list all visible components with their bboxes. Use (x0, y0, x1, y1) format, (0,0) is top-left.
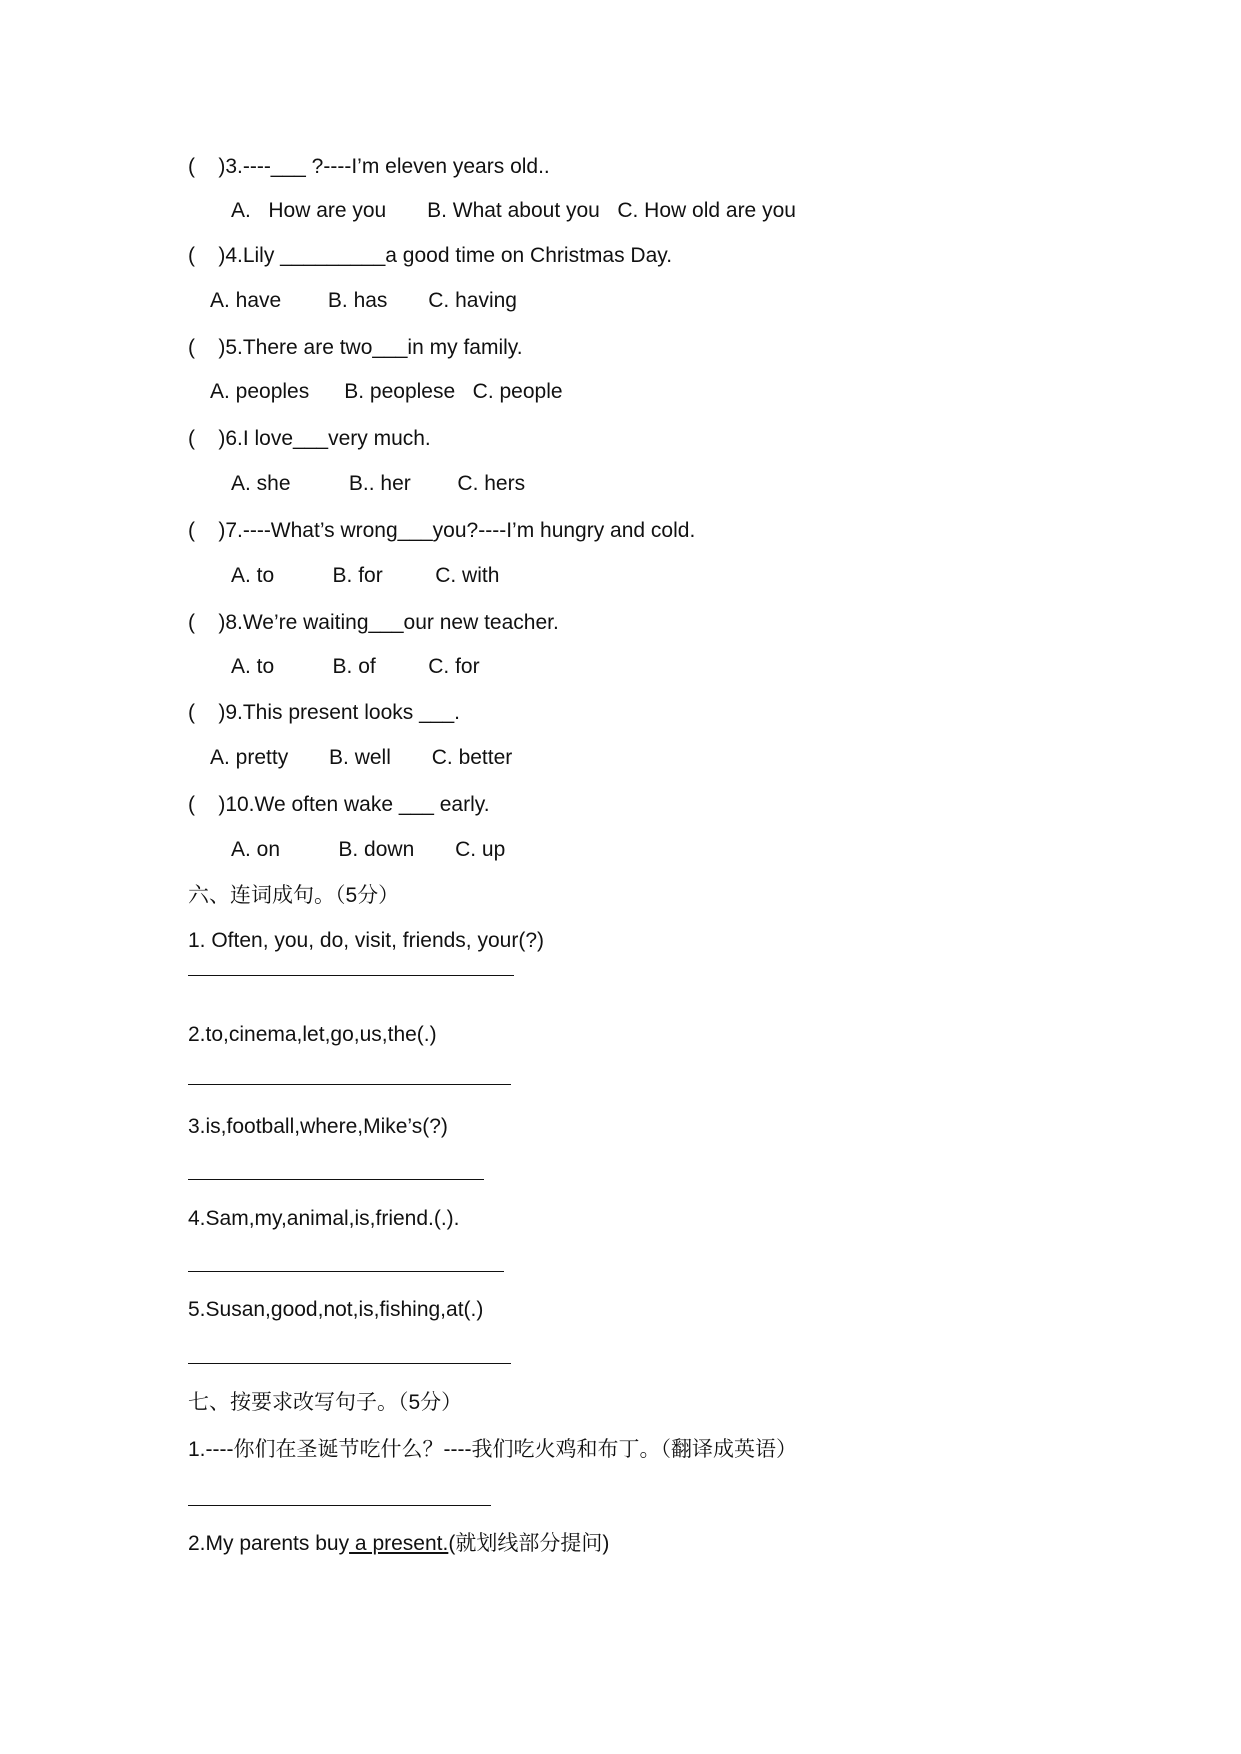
section-heading: 六、连词成句。（5分） (188, 884, 400, 907)
answer-line[interactable] (188, 1505, 491, 1506)
question-options: A. she B.. her C. hers (231, 472, 526, 495)
item-suffix: (就划线部分提问) (448, 1532, 610, 1555)
question-stem: ( )4.Lily _________a good time on Christmas Day. (188, 244, 673, 267)
answer-line[interactable] (188, 1271, 504, 1272)
sentence-item: 1. Often, you, do, visit, friends, your(?) (188, 929, 544, 952)
answer-line[interactable] (188, 1179, 484, 1180)
answer-line[interactable] (188, 975, 514, 976)
answer-line[interactable] (188, 1084, 511, 1085)
question-options: A. to B. for C. with (231, 564, 500, 587)
section-heading: 七、按要求改写句子。（5分） (188, 1391, 463, 1414)
question-options: A. peoples B. peoplese C. people (210, 380, 563, 403)
sentence-item: 5.Susan,good,not,is,fishing,at(.) (188, 1298, 484, 1321)
question-options: A. How are you B. What about you C. How old are you (231, 199, 796, 222)
question-stem: ( )6.I love___very much. (188, 427, 431, 450)
question-options: A. pretty B. well C. better (210, 746, 513, 769)
question-stem: ( )8.We’re waiting___our new teacher. (188, 611, 559, 634)
question-options: A. on B. down C. up (231, 838, 506, 861)
question-stem: ( )9.This present looks ___. (188, 701, 460, 724)
rewrite-item-2 (188, 1531, 609, 1557)
sentence-item: 2.to,cinema,let,go,us,the(.) (188, 1023, 437, 1046)
question-options: A. have B. has C. having (210, 289, 517, 312)
sentence-item: 3.is,football,where,Mike’s(?) (188, 1115, 448, 1138)
rewrite-item-1: 1.----你们在圣诞节吃什么？----我们吃火鸡和布丁。（翻译成英语） (188, 1438, 797, 1461)
sentence-item: 4.Sam,my,animal,is,friend.(.). (188, 1207, 460, 1230)
question-stem: ( )5.There are two___in my family. (188, 336, 523, 359)
item-prefix: 2.My parents buy (188, 1532, 350, 1555)
question-stem: ( )7.----What’s wrong___you?----I’m hungry and cold. (188, 519, 696, 542)
question-stem: ( )10.We often wake ___ early. (188, 793, 490, 816)
underlined-part: a present. (349, 1532, 449, 1555)
question-stem: ( )3.----___ ?----I’m eleven years old.. (188, 155, 550, 178)
question-options: A. to B. of C. for (231, 655, 480, 678)
answer-line[interactable] (188, 1363, 511, 1364)
